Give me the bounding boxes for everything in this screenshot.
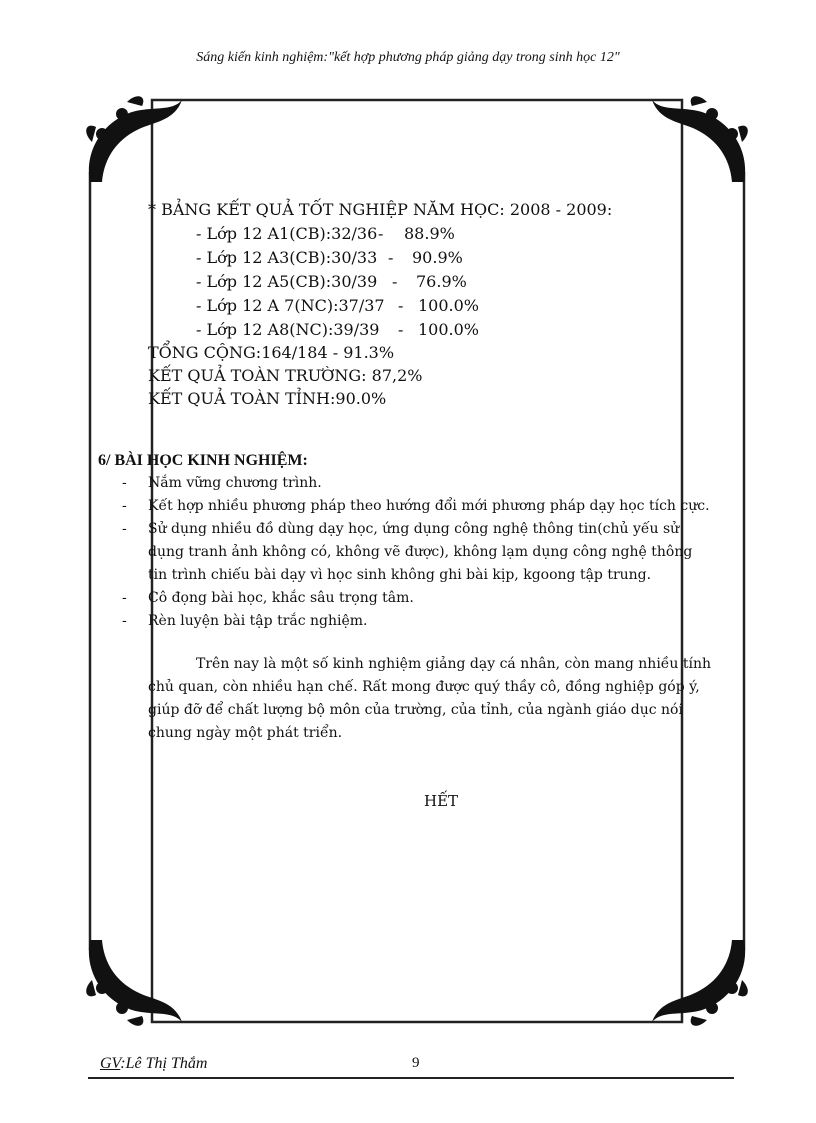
results-heading: * BẢNG KẾT QUẢ TỐT NGHIỆP NĂM HỌC: 2008 - 2009: — [148, 200, 613, 219]
page-number: 9 — [412, 1055, 420, 1071]
class-row-pct: 100.0% — [418, 320, 480, 339]
class-row-sep: - — [398, 296, 404, 315]
bullet-dash: - — [122, 475, 127, 491]
class-row-pct: 100.0% — [418, 296, 480, 315]
bullet-dash: - — [122, 498, 127, 514]
bullet-dash: - — [122, 521, 127, 537]
end-marker: HẾT — [424, 792, 459, 810]
class-row-pct: 88.9% — [404, 224, 455, 243]
lesson-item: Rèn luyện bài tập trắc nghiệm. — [148, 613, 368, 629]
bullet-dash: - — [122, 590, 127, 606]
class-row-name: - Lớp 12 A8(NC):39/39 — [196, 320, 380, 339]
class-row-name: - Lớp 12 A3(CB):30/33 — [196, 248, 378, 267]
closing-line: chủ quan, còn nhiều hạn chế. Rất mong được quý thầy cô, đồng nghiệp góp ý, — [148, 679, 700, 695]
class-row-pct: 90.9% — [412, 248, 463, 267]
lesson-item: Nắm vững chương trình. — [148, 475, 322, 491]
footer-gv-prefix: GV — [100, 1055, 121, 1072]
lesson-item: Kết hợp nhiều phương pháp theo hướng đổi mới phương pháp dạy học tích cực. — [148, 498, 710, 514]
class-row-name: - Lớp 12 A1(CB):32/36 — [196, 224, 378, 243]
lesson-item-cont: dụng tranh ảnh không có, không vẽ được), không lạm dụng công nghệ thông — [148, 544, 693, 560]
footer-rule — [88, 1077, 734, 1079]
results-province: KẾT QUẢ TOÀN TỈNH:90.0% — [148, 389, 387, 408]
class-row-sep: - — [388, 248, 394, 267]
class-row-sep: - — [392, 272, 398, 291]
class-row-sep: - — [398, 320, 404, 339]
class-row-pct: 76.9% — [416, 272, 467, 291]
class-row-sep: - — [378, 224, 384, 243]
lesson-item: Sử dụng nhiều đồ dùng dạy học, ứng dụng công nghệ thông tin(chủ yếu sử — [148, 521, 680, 537]
results-school: KẾT QUẢ TOÀN TRƯỜNG: 87,2% — [148, 366, 423, 385]
page-header: Sáng kiến kinh nghiệm:"kết hợp phương pháp giảng dạy trong sinh học 12" — [196, 50, 620, 65]
lesson-item: Cô đọng bài học, khắc sâu trọng tâm. — [148, 590, 414, 606]
bullet-dash: - — [122, 613, 127, 629]
closing-line: giúp đỡ để chất lượng bộ môn của trường, của tỉnh, của ngành giáo dục nói — [148, 702, 683, 718]
closing-line: chung ngày một phát triển. — [148, 725, 343, 741]
closing-line: Trên nay là một số kinh nghiệm giảng dạy cá nhân, còn mang nhiều tính — [196, 656, 712, 672]
lessons-heading: 6/ BÀI HỌC KINH NGHIỆM: — [98, 452, 308, 469]
lesson-item-cont: tin trình chiếu bài dạy vì học sinh không ghi bài kịp, kgoong tập trung. — [148, 567, 652, 583]
footer-gv-name: :Lê Thị Thắm — [120, 1055, 208, 1072]
class-row-name: - Lớp 12 A 7(NC):37/37 — [196, 296, 385, 315]
footer-teacher — [100, 1055, 207, 1073]
results-total: TỔNG CỘNG:164/184 - 91.3% — [148, 343, 395, 362]
class-row-name: - Lớp 12 A5(CB):30/39 — [196, 272, 378, 291]
